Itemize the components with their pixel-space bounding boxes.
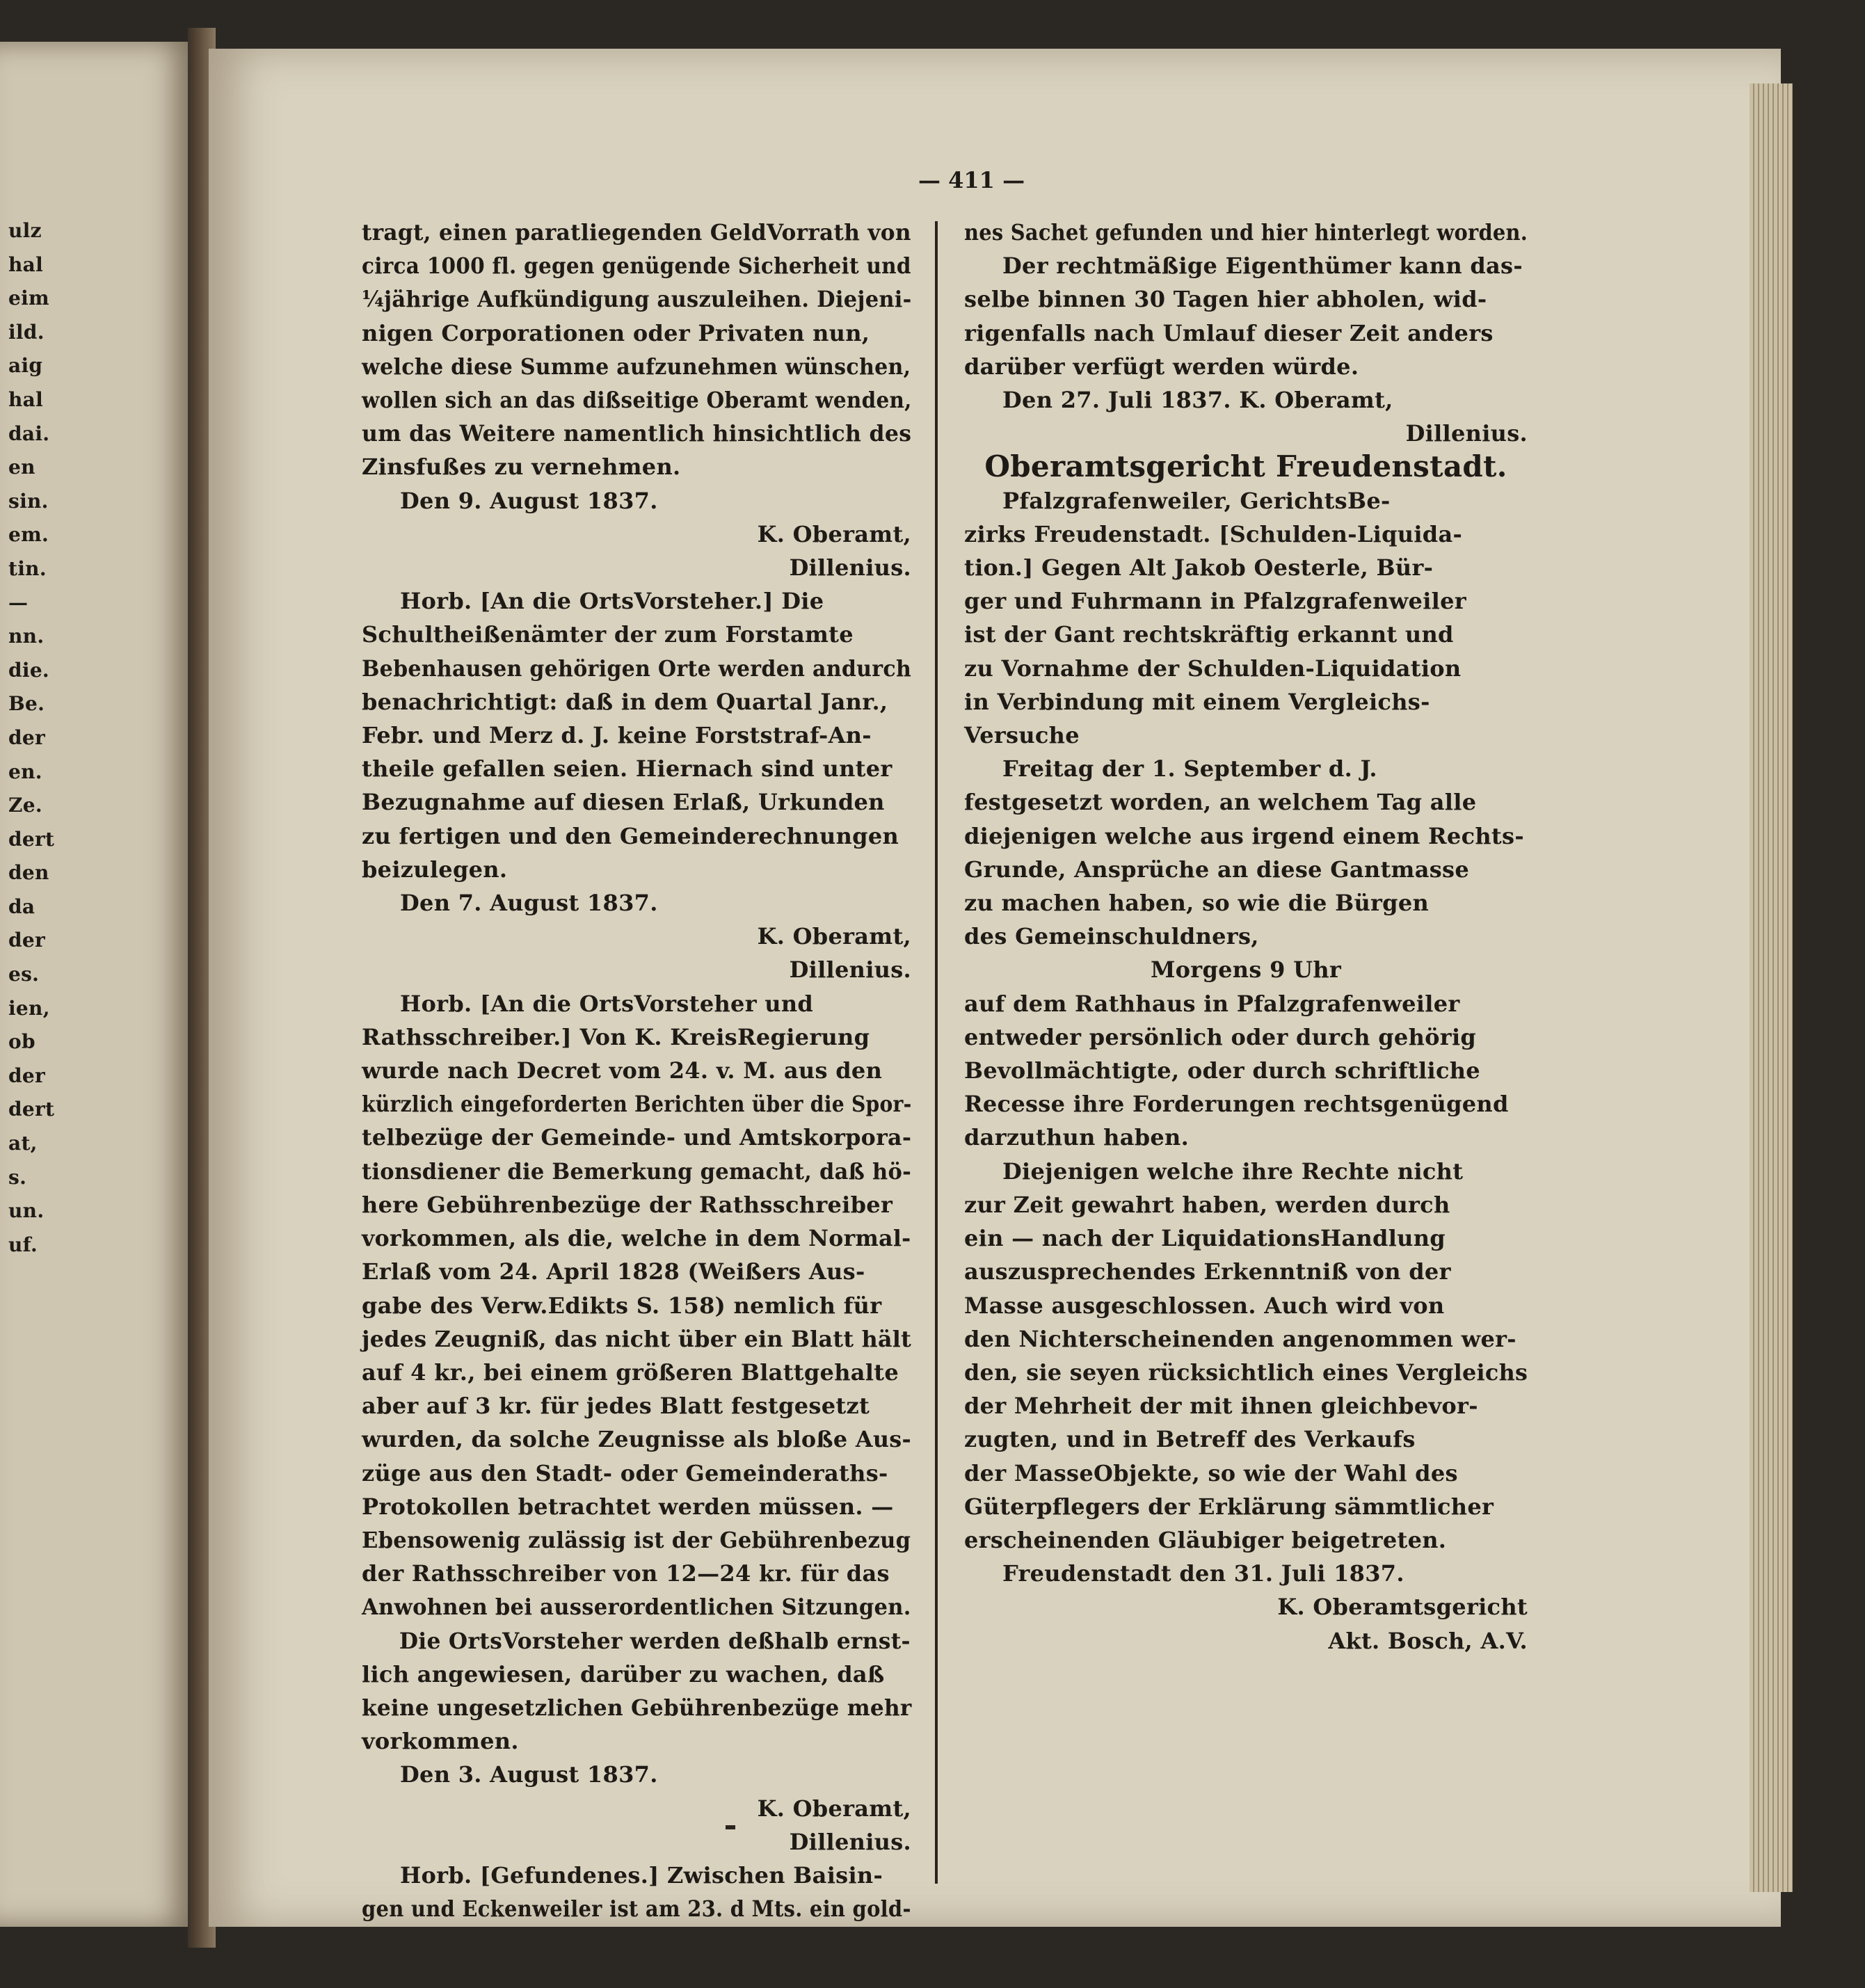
text-line: wurden, da solche Zeugnisse als bloße Aus- [362,1426,912,1453]
margin-fragment: der [8,929,46,952]
text-line: benachrichtigt: daß in dem Quartal Janr., [362,688,888,715]
margin-fragment: s. [8,1165,27,1189]
left-page-margin-text [8,214,57,1262]
text-line: zu machen haben, so wie die Bürgen [964,890,1430,917]
margin-fragment: un. [8,1199,45,1223]
margin-fragment: en [8,456,35,479]
text-line: aber auf 3 kr. für jedes Blatt festgesetzt [362,1393,870,1420]
margin-fragment: eim [8,287,49,310]
margin-fragment: dert [8,827,55,851]
text-line: here Gebührenbezüge der Rathsschreiber [362,1191,893,1218]
section-heading: Oberamtsgericht Freudenstadt. [984,449,1507,484]
margin-fragment: aig [8,354,43,378]
margin-fragment: uf. [8,1233,38,1256]
margin-fragment: da [8,895,35,918]
signature-office: K. Oberamtsgericht [1277,1594,1528,1621]
margin-fragment: tin. [8,556,47,580]
signature-name: Dillenius. [1405,420,1528,447]
text-line: auf dem Rathhaus in Pfalzgrafenweiler [964,990,1460,1017]
text-line: Bebenhausen gehörigen Orte werden andurch [362,655,912,682]
signature-name: Akt. Bosch, A.V. [1328,1627,1528,1654]
text-line: ist der Gant rechtskräftig erkannt und [964,621,1454,648]
text-line: diejenigen welche aus irgend einem Rechts- [964,822,1524,849]
text-line: Grunde, Ansprüche an diese Gantmasse [964,856,1470,883]
dateline: Den 7. August 1837. [400,890,658,917]
dateline: Den 27. Juli 1837. K. Oberamt, [1002,387,1393,414]
date-emphasis: Freitag der 1. September d. J. [1002,755,1377,783]
margin-fragment: at, [8,1132,38,1155]
dateline: Freudenstadt den 31. Juli 1837. [1002,1560,1404,1587]
text-line: theile gefallen seien. Hiernach sind unter [362,755,893,783]
signature-office: K. Oberamt, [757,520,911,547]
text-line: darüber verfügt werden würde. [964,353,1359,380]
text-line: Schultheißenämter der zum Forstamte [362,621,854,648]
margin-fragment: — [8,591,29,614]
page-number: — 411 — [918,167,1025,193]
text-line: nigen Corporationen oder Privaten nun, [362,319,870,346]
margin-fragment: die. [8,658,49,682]
notice-heading: Horb. [An die OrtsVorsteher.] Die [400,588,824,615]
text-line: Versuche [964,722,1080,749]
text-line: entweder persönlich oder durch gehörig [964,1023,1477,1050]
margin-fragment: ild. [8,320,45,344]
text-line: erscheinenden Gläubiger beigetreten. [964,1526,1447,1553]
text-line: nes Sachet gefunden und hier hinterlegt worden. [964,219,1528,246]
text-line: Anwohnen bei ausserordentlichen Sitzungen. [362,1594,911,1621]
text-line: gabe des Verw.Edikts S. 158) nemlich für [362,1292,882,1319]
text-line: Bezugnahme auf diesen Erlaß, Urkunden [362,789,885,816]
margin-fragment: der [8,1064,46,1087]
text-line: Bevollmächtigte, oder durch schriftliche [964,1057,1480,1084]
text-line: der Mehrheit der mit ihnen gleichbevor- [964,1393,1478,1420]
margin-fragment: ulz [8,219,42,242]
text-line: der Rathsschreiber von 12—24 kr. für das [362,1560,890,1587]
text-line: welche diese Summe aufzunehmen wünschen, [362,353,911,380]
text-line: jedes Zeugniß, das nicht über ein Blatt hält [362,1325,912,1352]
margin-fragment: sin. [8,489,49,513]
page-edges [1750,83,1793,1892]
notice-heading: Pfalzgrafenweiler, GerichtsBe- [1002,487,1391,514]
margin-fragment: ien, [8,996,50,1020]
time-emphasis: Morgens 9 Uhr [1150,956,1342,984]
margin-fragment: en. [8,760,42,783]
text-line: Ebensowenig zulässig ist der Gebührenbezug [362,1526,911,1553]
margin-fragment: hal [8,252,44,276]
text-line: zur Zeit gewahrt haben, werden durch [964,1191,1450,1218]
text-line: beizulegen. [362,856,508,883]
text-line: lich angewiesen, darüber zu wachen, daß [362,1660,885,1688]
text-line: zu Vornahme der Schulden-Liquidation [964,655,1462,682]
text-line: auszusprechendes Erkenntniß von der [964,1258,1451,1285]
text-line: rigenfalls nach Umlauf dieser Zeit anders [964,319,1494,346]
dateline: Den 3. August 1837. [400,1761,658,1788]
margin-fragment: den [8,861,49,885]
column-rule [935,221,938,1884]
text-line: ger und Fuhrmann in Pfalzgrafenweiler [964,588,1466,615]
text-line: in Verbindung mit einem Vergleichs- [964,688,1430,715]
text-line: ein — nach der LiquidationsHandlung [964,1225,1446,1252]
text-line: selbe binnen 30 Tagen hier abholen, wid- [964,286,1487,313]
margin-fragment: Ze. [8,794,42,817]
text-line: Diejenigen welche ihre Rechte nicht [1002,1157,1464,1185]
signature-name: Dillenius. [789,956,911,984]
margin-fragment: hal [8,387,44,411]
signature-name: Dillenius. [789,554,911,582]
text-line: circa 1000 fl. gegen genügende Sicherheit und [362,252,911,280]
text-line: Protokollen betrachtet werden müssen. — [362,1493,894,1520]
margin-fragment: nn. [8,625,45,648]
text-line: Rathsschreiber.] Von K. KreisRegierung [362,1023,870,1050]
text-line: Der rechtmäßige Eigenthümer kann das- [1002,252,1523,280]
text-line: festgesetzt worden, an welchem Tag alle [964,789,1477,816]
margin-fragment: der [8,726,46,749]
margin-fragment: em. [8,523,49,547]
text-line: Erlaß vom 24. April 1828 (Weißers Aus- [362,1258,865,1285]
notice-heading: Horb. [Gefundenes.] Zwischen Baisin- [400,1861,883,1889]
text-line: wollen sich an das dißseitige Oberamt wenden, [362,387,912,414]
text-line: vorkommen, als die, welche in dem Normal- [362,1225,911,1252]
margin-fragment: dert [8,1098,55,1121]
text-line: den Nichterscheinenden angenommen wer- [964,1325,1516,1352]
text-line: um das Weitere namentlich hinsichtlich des [362,420,912,447]
text-line: tion.] Gegen Alt Jakob Oesterle, Bür- [964,554,1434,582]
signature-name: Dillenius. [789,1828,911,1855]
text-line: tragt, einen paratliegenden GeldVorrath von [362,219,911,246]
text-line: kürzlich eingeforderten Berichten über die Spor- [362,1091,912,1118]
text-line: zirks Freudenstadt. [Schulden-Liquida- [964,520,1463,547]
text-line: zugten, und in Betreff des Verkaufs [964,1426,1416,1453]
text-line: vorkommen. [362,1728,519,1755]
text-line: gen und Eckenweiler ist am 23. d Mts. ein gold- [362,1895,911,1923]
text-line: Die OrtsVorsteher werden deßhalb ernst- [399,1627,911,1654]
text-line: den, sie seyen rücksichtlich eines Vergleichs [964,1358,1528,1386]
text-line: keine ungesetzlichen Gebührenbezüge mehr [362,1694,912,1721]
margin-fragment: Be. [8,692,45,716]
text-line: Febr. und Merz d. J. keine Forststraf-An- [362,722,872,749]
text-line: Zinsfußes zu vernehmen. [362,454,681,481]
text-line: darzuthun haben. [964,1124,1190,1151]
signature-office: K. Oberamt, [757,1795,911,1822]
text-line: züge aus den Stadt- oder Gemeinderaths- [362,1459,888,1486]
text-line: Masse ausgeschlossen. Auch wird von [964,1292,1445,1319]
margin-fragment: ob [8,1030,35,1054]
dateline: Den 9. August 1837. [400,487,658,514]
text-line: des Gemeinschuldners, [964,923,1259,950]
margin-fragment: dai. [8,422,50,445]
margin-fragment: es. [8,963,40,986]
text-line: der MasseObjekte, so wie der Wahl des [964,1459,1458,1486]
text-line: telbezüge der Gemeinde- und Amtskorpora- [362,1124,912,1151]
text-line: Güterpflegers der Erklärung sämmtlicher [964,1493,1494,1520]
notice-heading: Horb. [An die OrtsVorsteher und [400,990,814,1017]
text-line: ¼jährige Aufkündigung auszuleihen. Diejeni- [362,286,912,313]
text-line: wurde nach Decret vom 24. v. M. aus den [362,1057,883,1084]
left-text-column [362,216,911,1925]
text-line: zu fertigen und den Gemeinderechnungen [362,822,899,849]
right-text-column [964,216,1528,1658]
text-line: Recesse ihre Forderungen rechtsgenügend [964,1091,1509,1118]
text-line: auf 4 kr., bei einem größeren Blattgehalte [362,1358,899,1386]
text-line: tionsdiener die Bemerkung gemacht, daß hö- [362,1157,912,1185]
signature-office: K. Oberamt, [757,923,911,950]
